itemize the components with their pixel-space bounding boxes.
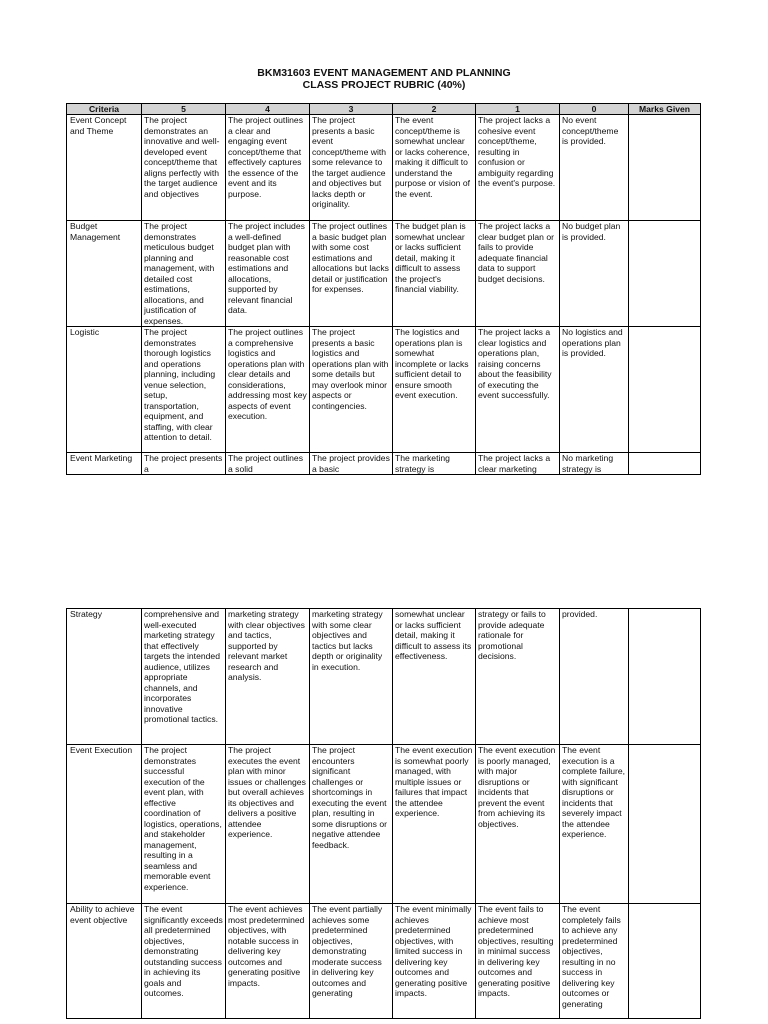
header-score-1: 1 xyxy=(476,104,560,115)
score-5-cell: The project demonstrates thorough logistics and operations planning, including venue selection, setup, transportation, equipment, and staffing, with clear attention to detail. xyxy=(142,327,226,453)
score-0-cell: The event completely fails to achieve any predetermined objectives, resulting in no success in delivering key outcomes or generating xyxy=(560,904,629,1019)
table-row xyxy=(67,745,701,904)
score-0-cell: No marketing strategy is xyxy=(560,453,629,475)
header-marks-given: Marks Given xyxy=(629,104,701,115)
table-row xyxy=(67,327,701,453)
score-2-cell: The logistics and operations plan is somewhat incomplete or lacks sufficient detail to ensure smooth event execution. xyxy=(393,327,476,453)
marks-given-cell[interactable] xyxy=(629,453,701,475)
score-2-cell: The event minimally achieves predetermined objectives, with limited success in delivering key outcomes and generating positive impacts. xyxy=(393,904,476,1019)
score-1-cell: The project lacks a clear budget plan or fails to provide adequate financial data to support budget decisions. xyxy=(476,221,560,327)
score-1-cell: The event execution is poorly managed, with major disruptions or incidents that prevent the event from achieving its objectives. xyxy=(476,745,560,904)
score-0-cell: No logistics and operations plan is provided. xyxy=(560,327,629,453)
score-3-cell: The project outlines a basic budget plan with some cost estimations and allocations but lacks detail or justification for expenses. xyxy=(310,221,393,327)
score-4-cell: The project outlines a comprehensive logistics and operations plan with clear details and considerations, addressing most key aspects of event execution. xyxy=(226,327,310,453)
score-0-cell: No budget plan is provided. xyxy=(560,221,629,327)
table-row xyxy=(67,609,701,745)
criteria-cell: Budget Management xyxy=(67,221,142,327)
score-3-cell: The project provides a basic xyxy=(310,453,393,475)
marks-given-cell[interactable] xyxy=(629,115,701,221)
marks-given-cell[interactable] xyxy=(629,745,701,904)
score-0-cell: The event execution is a complete failure, with significant disruptions or incidents that severely impact the attendee experience. xyxy=(560,745,629,904)
table-row xyxy=(67,904,701,1019)
table-row xyxy=(67,221,701,327)
criteria-cell: Strategy xyxy=(67,609,142,745)
score-4-cell: The project outlines a clear and engaging event concept/theme that effectively captures the essence of the event and its purpose. xyxy=(226,115,310,221)
header-score-5: 5 xyxy=(142,104,226,115)
score-3-cell: The project presents a basic event concept/theme with some relevance to the target audience and objectives but lacks depth or originality. xyxy=(310,115,393,221)
score-5-cell: The event significantly exceeds all predetermined objectives, demonstrating outstanding success in achieving its goals and outcomes. xyxy=(142,904,226,1019)
table-row xyxy=(67,115,701,221)
header-criteria: Criteria xyxy=(67,104,142,115)
marks-given-cell[interactable] xyxy=(629,221,701,327)
table-row xyxy=(67,453,701,475)
score-3-cell: The project presents a basic logistics and operations plan with some details but may overlook minor aspects or contingencies. xyxy=(310,327,393,453)
score-5-cell: The project demonstrates meticulous budget planning and management, with detailed cost estimations, allocations, and justification of expenses. xyxy=(142,221,226,327)
rubric-header-row xyxy=(67,104,701,115)
score-4-cell: marketing strategy with clear objectives and tactics, supported by relevant market research and analysis. xyxy=(226,609,310,745)
score-1-cell: The project lacks a cohesive event concept/theme, resulting in confusion or ambiguity regarding the event's purpose. xyxy=(476,115,560,221)
score-1-cell: The event fails to achieve most predetermined objectives, resulting in minimal success in delivering key outcomes and generating positive impacts. xyxy=(476,904,560,1019)
header-score-4: 4 xyxy=(226,104,310,115)
score-5-cell: The project demonstrates an innovative and well-developed event concept/theme that aligns perfectly with the target audience and objectives xyxy=(142,115,226,221)
score-1-cell: The project lacks a clear marketing xyxy=(476,453,560,475)
score-2-cell: somewhat unclear or lacks sufficient detail, making it difficult to assess its effectiveness. xyxy=(393,609,476,745)
score-3-cell: The event partially achieves some predetermined objectives, demonstrating moderate success in delivering key outcomes and generating xyxy=(310,904,393,1019)
header-score-2: 2 xyxy=(393,104,476,115)
score-2-cell: The marketing strategy is xyxy=(393,453,476,475)
document-title-line2: CLASS PROJECT RUBRIC (40%) xyxy=(302,79,466,91)
score-0-cell: provided. xyxy=(560,609,629,745)
score-0-cell: No event concept/theme is provided. xyxy=(560,115,629,221)
criteria-cell: Ability to achieve event objective xyxy=(67,904,142,1019)
header-score-3: 3 xyxy=(310,104,393,115)
marks-given-cell[interactable] xyxy=(629,609,701,745)
rubric-table-part1 xyxy=(66,103,701,475)
score-2-cell: The event concept/theme is somewhat unclear or lacks coherence, making it difficult to understand the purpose or vision of the event. xyxy=(393,115,476,221)
score-3-cell: marketing strategy with some clear objectives and tactics but lacks depth or originality in execution. xyxy=(310,609,393,745)
criteria-cell: Event Concept and Theme xyxy=(67,115,142,221)
marks-given-cell[interactable] xyxy=(629,327,701,453)
score-1-cell: The project lacks a clear logistics and operations plan, raising concerns about the feasibility of executing the event successfully. xyxy=(476,327,560,453)
criteria-cell: Event Marketing xyxy=(67,453,142,475)
score-1-cell: strategy or fails to provide adequate rationale for promotional decisions. xyxy=(476,609,560,745)
score-2-cell: The event execution is somewhat poorly managed, with multiple issues or failures that impact the attendee experience. xyxy=(393,745,476,904)
score-3-cell: The project encounters significant challenges or shortcomings in executing the event plan, resulting in some disruptions or negative attendee feedback. xyxy=(310,745,393,904)
document-title-line1: BKM31603 EVENT MANAGEMENT AND PLANNING xyxy=(257,67,511,79)
score-4-cell: The project outlines a solid xyxy=(226,453,310,475)
score-2-cell: The budget plan is somewhat unclear or lacks sufficient detail, making it difficult to assess the project's financial viability. xyxy=(393,221,476,327)
rubric-table-part2 xyxy=(66,608,701,1019)
score-5-cell: The project presents a xyxy=(142,453,226,475)
score-5-cell: comprehensive and well-executed marketing strategy that effectively targets the intended audience, utilizes appropriate channels, and incorporates innovative promotional tactics. xyxy=(142,609,226,745)
criteria-cell: Event Execution xyxy=(67,745,142,904)
criteria-cell: Logistic xyxy=(67,327,142,453)
header-score-0: 0 xyxy=(560,104,629,115)
marks-given-cell[interactable] xyxy=(629,904,701,1019)
score-4-cell: The event achieves most predetermined objectives, with notable success in delivering key outcomes and generating positive impacts. xyxy=(226,904,310,1019)
score-4-cell: The project executes the event plan with minor issues or challenges but overall achieves its objectives and delivers a positive attendee experience. xyxy=(226,745,310,904)
score-4-cell: The project includes a well-defined budget plan with reasonable cost estimations and allocations, supported by relevant financial data. xyxy=(226,221,310,327)
score-5-cell: The project demonstrates successful execution of the event plan, with effective coordination of logistics, operations, and stakeholder management, resulting in a seamless and memorable event experience. xyxy=(142,745,226,904)
